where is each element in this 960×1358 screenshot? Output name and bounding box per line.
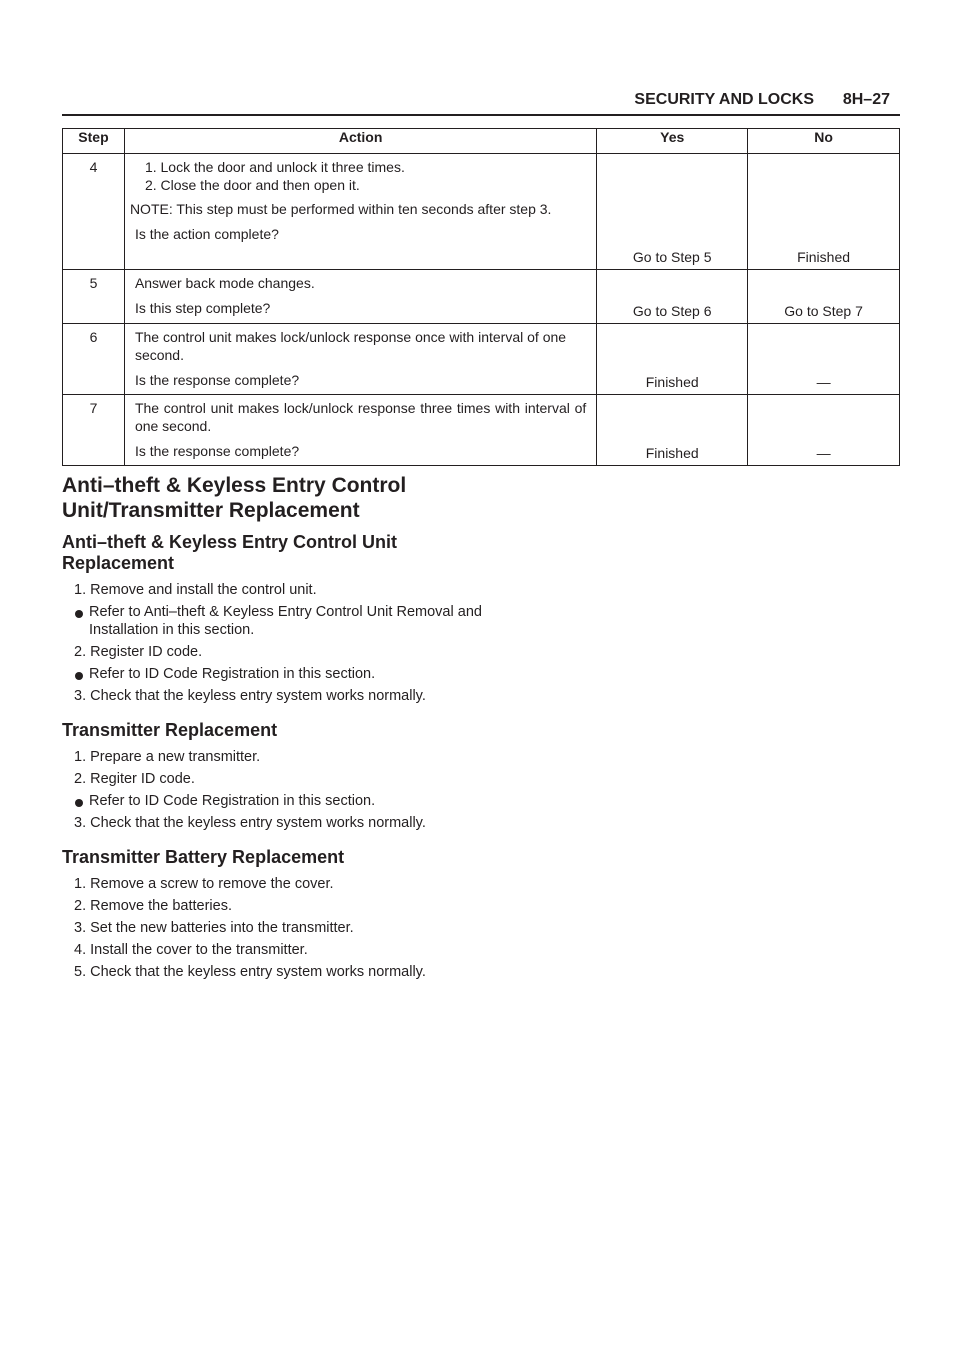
table-row: [63, 270, 900, 324]
table-header-row: [63, 129, 900, 154]
page-header: [62, 86, 900, 116]
table-row: [63, 154, 900, 270]
procedure-steps: [62, 746, 482, 834]
action-text: The control unit makes lock/unlock response once with interval of one second.: [134, 329, 567, 363]
step-item: 2. Register ID code.: [74, 644, 203, 660]
column-header-step: Step: [63, 129, 125, 154]
step-item: 5. Check that the keyless entry system works normally.: [74, 964, 426, 980]
action-item: 2. Close the door and then open it.: [144, 177, 360, 193]
yes-cell: Go to Step 5: [597, 154, 748, 270]
main-title: Anti–theft & Keyless Entry Control Unit/Transmitter Replacement: [62, 474, 407, 522]
yes-cell: Finished: [597, 395, 748, 466]
no-cell: Finished: [748, 154, 900, 270]
column-header-no: No: [748, 129, 900, 154]
procedure-steps: [62, 579, 482, 707]
section-title: SECURITY AND LOCKS: [634, 91, 814, 108]
column-header-action: Action: [124, 129, 596, 154]
step-item: 1. Prepare a new transmitter.: [74, 749, 261, 765]
no-cell: —: [748, 395, 900, 466]
step-item: 2. Remove the batteries.: [74, 898, 232, 914]
question-text: Is the action complete?: [134, 226, 279, 242]
page-number: 8H–27: [842, 91, 890, 108]
bullet-text: Refer to ID Code Registration in this section.: [89, 793, 376, 809]
bullet-text: Refer to Anti–theft & Keyless Entry Control Unit Removal and Installation in this section.: [89, 604, 482, 638]
column-header-yes: Yes: [597, 129, 748, 154]
table-row: [63, 324, 900, 395]
step-cell: 6: [63, 324, 125, 395]
action-text: The control unit makes lock/unlock response three times with interval of one second.: [134, 400, 587, 434]
no-cell: Go to Step 7: [748, 270, 900, 324]
yes-cell: Go to Step 6: [597, 270, 748, 324]
no-cell: —: [748, 324, 900, 395]
section-heading: Transmitter Replacement: [62, 720, 278, 740]
bullet-icon: [75, 610, 83, 618]
step-item: 1. Remove and install the control unit.: [74, 582, 317, 598]
action-cell: [124, 154, 596, 270]
step-item: 1. Remove a screw to remove the cover.: [74, 876, 334, 892]
step-item: 3. Set the new batteries into the transmitter.: [74, 920, 354, 936]
section-heading: Anti–theft & Keyless Entry Control Unit Replacement: [62, 532, 398, 573]
step-item: 2. Regiter ID code.: [74, 771, 195, 787]
action-cell: [124, 270, 596, 324]
bullet-icon: [75, 799, 83, 807]
question-text: Is the response complete?: [134, 372, 300, 388]
note-text: NOTE: This step must be performed within ten seconds after step 3.: [129, 201, 552, 217]
procedure-steps: [62, 873, 482, 983]
bullet-item: [62, 663, 482, 685]
question-text: Is the response complete?: [134, 443, 300, 459]
action-text: Answer back mode changes.: [134, 275, 315, 291]
bullet-text: Refer to ID Code Registration in this section.: [89, 666, 376, 682]
step-cell: 7: [63, 395, 125, 466]
action-cell: [124, 324, 596, 395]
procedure-content: [62, 473, 482, 983]
bullet-item: [62, 790, 482, 812]
step-item: 3. Check that the keyless entry system works normally.: [74, 688, 426, 704]
question-text: Is this step complete?: [134, 300, 271, 316]
action-item: 1. Lock the door and unlock it three times.: [144, 159, 405, 175]
table-row: [63, 395, 900, 466]
bullet-icon: [75, 672, 83, 680]
section-heading: Transmitter Battery Replacement: [62, 847, 345, 867]
action-cell: [124, 395, 596, 466]
step-cell: 5: [63, 270, 125, 324]
bullet-item: [62, 601, 482, 641]
step-item: 3. Check that the keyless entry system works normally.: [74, 815, 426, 831]
step-item: 4. Install the cover to the transmitter.: [74, 942, 308, 958]
diagnosis-table: [62, 128, 900, 466]
step-cell: 4: [63, 154, 125, 270]
yes-cell: Finished: [597, 324, 748, 395]
